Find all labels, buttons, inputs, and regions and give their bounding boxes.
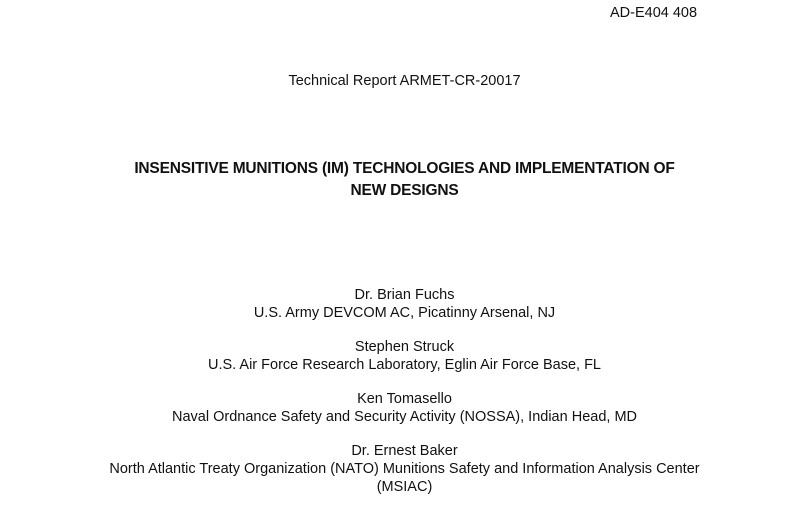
author-block <box>40 338 769 374</box>
author-name: Ken Tomasello <box>357 391 452 407</box>
author-affiliation: U.S. Army DEVCOM AC, Picatinny Arsenal, NJ <box>253 305 556 321</box>
document-title <box>50 158 759 202</box>
author-list <box>40 286 769 496</box>
author-name: Dr. Brian Fuchs <box>354 287 455 303</box>
author-block <box>40 390 769 426</box>
author-name: Dr. Ernest Baker <box>351 443 458 459</box>
author-block <box>40 442 769 496</box>
title-line-1: INSENSITIVE MUNITIONS (IM) TECHNOLOGIES AND IMPLEMENTATION OF <box>134 160 675 177</box>
author-affiliation: Naval Ordnance Safety and Security Activity (NOSSA), Indian Head, MD <box>171 409 637 425</box>
author-affiliation-continued: (MSIAC) <box>376 479 433 495</box>
title-line-2: NEW DESIGNS <box>350 182 459 199</box>
report-number: Technical Report ARMET-CR-20017 <box>288 73 521 89</box>
author-name: Stephen Struck <box>354 339 455 355</box>
author-affiliation: U.S. Air Force Research Laboratory, Eglin Air Force Base, FL <box>207 357 601 373</box>
report-id: AD-E404 408 <box>610 5 698 21</box>
author-block <box>40 286 769 322</box>
author-affiliation: North Atlantic Treaty Organization (NATO) Munitions Safety and Information Analysis Center <box>109 461 700 477</box>
